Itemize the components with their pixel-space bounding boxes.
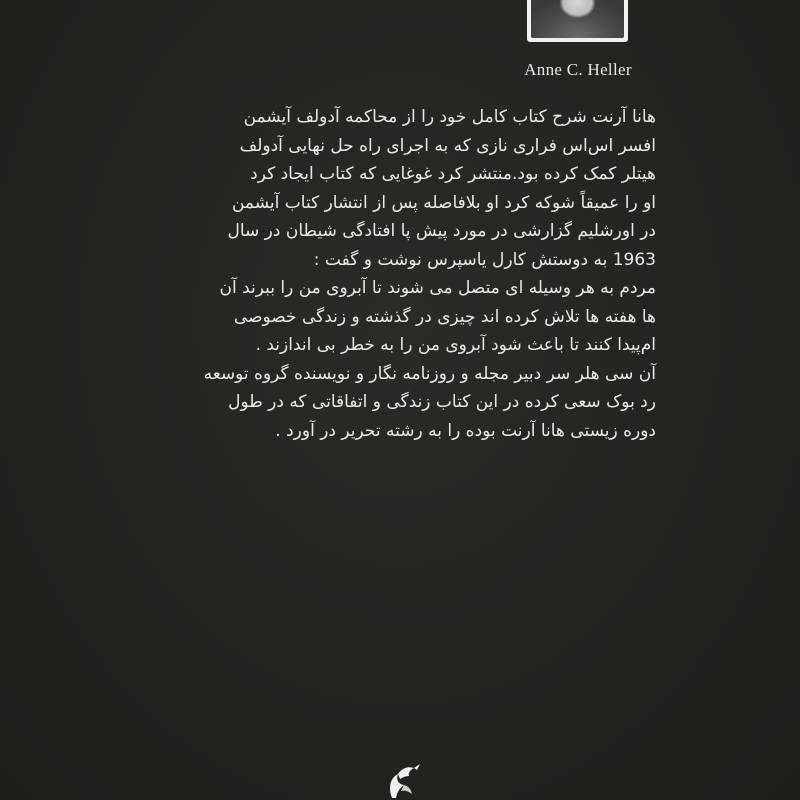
synopsis-line: ها هفته ها تلاش کرده اند چیزی در گذشته و زندگی خصوصی — [233, 306, 656, 327]
synopsis-line: رد بوک سعی کرده در این کتاب زندگی و اتفاقاتی که در طول — [228, 392, 656, 412]
synopsis-line: دوره زیستی هانا آرنت بوده را به رشته تحریر در آورد . — [275, 420, 656, 441]
synopsis-line: مردم به هر وسیله ای متصل می شوند تا آبروی من را ببرند آن — [219, 278, 656, 298]
synopsis-line: ام‌پیدا کنند تا باعث شود آبروی من را به خطر بی اندازند . — [255, 335, 656, 355]
synopsis-line: هیتلر کمک کرده بود.منتشر کرد غوغایی که کتاب ایجاد کرد — [250, 164, 656, 184]
synopsis-line: افسر اس‌اس فراری نازی که به اجرای راه حل نهایی آدولف — [239, 135, 656, 156]
author-photo-frame — [527, 0, 628, 42]
author-name: Anne C. Heller — [524, 60, 632, 79]
synopsis-line: 1963 به دوستش کارل یاسپرس نوشت و گفت : — [313, 249, 656, 270]
synopsis-line: هانا آرنت شرح کتاب کامل خود را از محاکمه آدولف آیشمن — [243, 107, 656, 127]
synopsis-line: او را عمیقاً شوکه کرد او بلافاصله پس از انتشار کتاب آیشمن — [231, 192, 656, 213]
synopsis-line: در اورشلیم گزارشی در مورد پیش پا افتادگی شیطان در سال — [227, 221, 656, 241]
synopsis-line: آن سی هلر سر دبیر مجله و روزنامه نگار و نویسنده گروه توسعه — [203, 363, 656, 384]
publisher-logo-icon — [378, 758, 426, 800]
author-portrait-image — [531, 0, 624, 38]
synopsis-text — [146, 103, 656, 445]
